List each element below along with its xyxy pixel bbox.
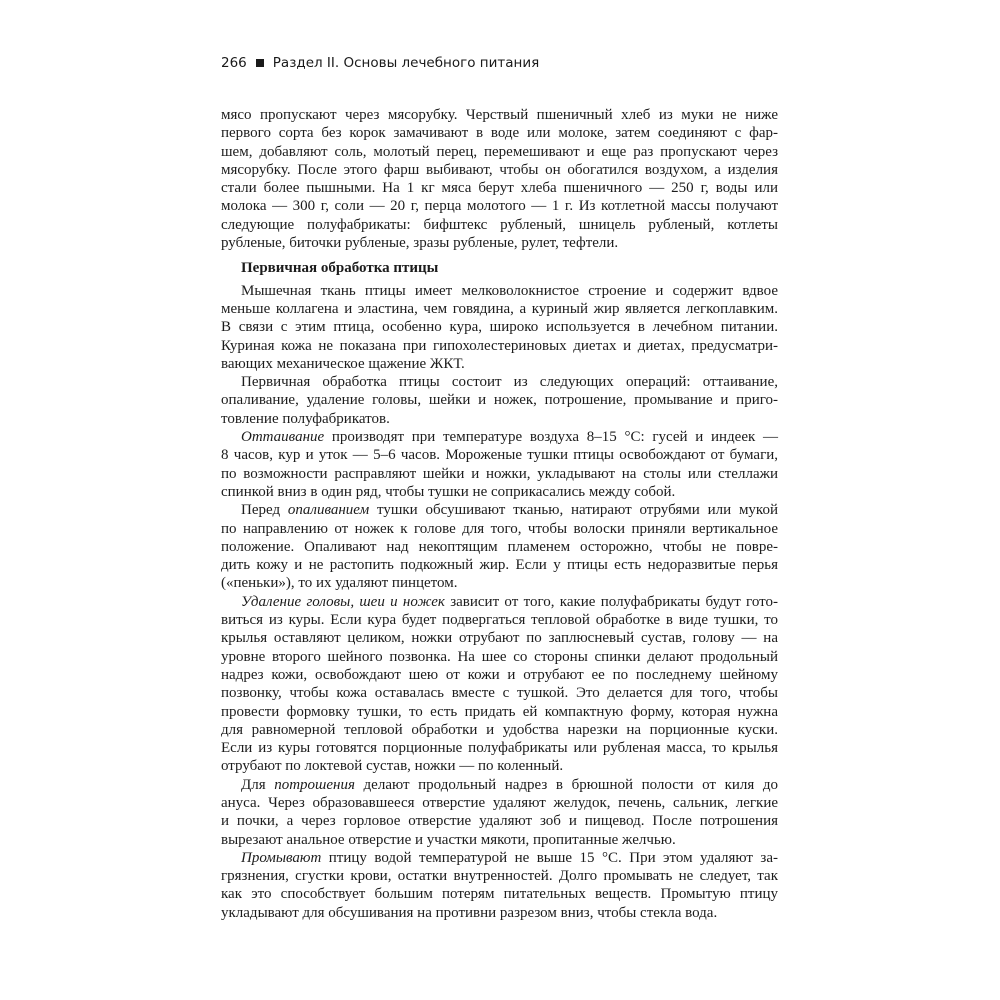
text-run: положение. Опаливают над некоптящим пламенем осторожно, чтобы не повре- [221, 538, 778, 555]
text-line [221, 501, 778, 519]
text-line [221, 179, 778, 197]
text-run: Куриная кожа не показана при гипохолестериновых диетах и диетах, предусматри- [221, 337, 778, 354]
paragraph [221, 373, 778, 428]
text-line [221, 483, 778, 501]
paragraph [221, 501, 778, 592]
text-run: товление полуфабрикатов. [221, 410, 390, 427]
text-line [221, 318, 778, 336]
text-line [221, 812, 778, 830]
text-run: меньше коллагена и эластина, чем говядина, а куриный жир является легкоплавким. [221, 300, 778, 317]
text-line [221, 216, 778, 234]
paragraph [221, 428, 778, 501]
text-run: и почки, а через горловое отверстие удаляют зоб и пищевод. После потрошения [221, 813, 778, 830]
text-line [221, 410, 778, 428]
running-header [221, 55, 539, 71]
text-run: как это способствует большим потерям питательных веществ. Промытую птицу [221, 886, 778, 903]
text-line [221, 143, 778, 161]
square-bullet-icon [256, 59, 264, 67]
text-run: позвонку, чтобы кожа оставалась вместе с тушкой. Это делается для того, чтобы [221, 685, 778, 702]
text-line [221, 538, 778, 556]
text-run: В связи с этим птица, особенно кура, широко используется в лечебном питании. [221, 319, 778, 336]
text-line [221, 849, 778, 867]
text-run: Первичная обработка птицы состоит из следующих операций: оттаивание, [241, 374, 778, 391]
italic-term: опаливанием [287, 502, 370, 519]
text-run: производят при температуре воздуха 8–15 °С: гусей и индеек — [324, 429, 778, 446]
text-line [221, 234, 778, 252]
text-line [221, 831, 778, 849]
text-run: для равномерной тепловой обработки и удобства нарезки на порционные куски. [221, 721, 778, 738]
text-line [221, 465, 778, 483]
text-run: отрубают по локтевой сустав, ножки — по коленный. [221, 758, 564, 775]
text-line [221, 520, 778, 538]
text-run: грязнения, сгустки крови, остатки внутренностей. Долго промывать не следует, так [221, 868, 778, 885]
italic-term: Удаление головы, шеи и ножек [241, 593, 445, 610]
text-line [221, 648, 778, 666]
text-line [221, 739, 778, 757]
page-number: 266 [221, 55, 247, 71]
text-run: крылья оставляют целиком, ножки отрубают по заплюсневый сустав, голову — на [221, 630, 778, 647]
text-run: дить кожу и не растопить подкожный жир. Если у птицы есть недоразвитые перья [221, 557, 778, 574]
text-line [221, 721, 778, 739]
text-run: первого сорта без корок замачивают в воде или молоке, затем соединяют с фар- [221, 125, 778, 142]
text-run: мясо пропускают через мясорубку. Черствый пшеничный хлеб из муки не ниже [221, 107, 778, 123]
text-line [221, 428, 778, 446]
text-line [221, 197, 778, 215]
text-run: стали более пышными. На 1 кг мяса берут хлеба пшеничного — 250 г, воды или [221, 180, 778, 197]
text-run: уровне второго шейного позвонка. На шее со стороны спинки делают продольный [221, 648, 778, 665]
text-run: шем, добавляют соль, молотый перец, перемешивают и еще раз пропускают через [221, 143, 778, 160]
paragraph [221, 593, 778, 776]
text-run: Если из куры готовятся порционные полуфабрикаты или рубленая масса, то крылья [221, 740, 778, 757]
italic-term: Оттаивание [241, 429, 325, 446]
text-line [221, 391, 778, 409]
text-line [221, 574, 778, 592]
text-line [221, 629, 778, 647]
text-run: 8 часов, кур и уток — 5–6 часов. Мороженые тушки птицы освобождают от бумаги, [221, 447, 778, 464]
text-line [221, 106, 778, 124]
text-run: мясорубку. После этого фарш выбивают, чтобы он обогатился воздухом, а изделия [221, 161, 778, 178]
text-run: Перед [241, 502, 288, 519]
paragraph [221, 282, 778, 373]
paragraph [221, 849, 778, 922]
text-run: следующие полуфабрикаты: бифштекс рубленый, шницель рубленый, котлеты [221, 216, 778, 233]
text-line [221, 593, 778, 611]
text-line [221, 666, 778, 684]
page-body [221, 106, 778, 922]
text-run: надрез кожи, освобождают шею от кожи и отрубают ее по последнему шейному [221, 666, 778, 683]
text-run: вающих механическое щажение ЖКТ. [221, 355, 465, 372]
text-line [221, 355, 778, 373]
text-line [221, 611, 778, 629]
italic-term: Промывают [241, 849, 322, 866]
text-run: опаливание, удаление головы, шейки и ножек, потрошение, промывание и приго- [221, 392, 778, 409]
text-run: («пеньки»), то их удаляют пинцетом. [221, 575, 458, 592]
paragraph [221, 776, 778, 849]
text-line [221, 776, 778, 794]
section-heading: Первичная обработка птицы [241, 260, 439, 277]
text-line [221, 300, 778, 318]
text-line [221, 904, 778, 922]
text-run: делают продольный надрез в брюшной полости от киля до [354, 776, 778, 793]
section-title: Раздел II. Основы лечебного питания [272, 55, 540, 71]
text-run: вырезают анальное отверстие и участки мякоти, пропитанные желчью. [221, 831, 676, 848]
text-run: виться из куры. Если кура будет подвергаться тепловой обработке в виде тушки, то [221, 612, 778, 629]
text-run: по направлению от ножек к голове для того, чтобы волоски приняли вертикальное [221, 520, 778, 537]
text-line [221, 373, 778, 391]
text-run: укладывают для обсушивания на противни разрезом вниз, чтобы стекла вода. [221, 904, 718, 921]
text-line [221, 446, 778, 464]
paragraph [221, 106, 778, 252]
text-run: рубленые, биточки рубленые, зразы рубленые, рулет, тефтели. [221, 235, 619, 252]
text-run: молока — 300 г, соли — 20 г, перца молотого — 1 г. Из котлетной массы получают [221, 198, 778, 215]
text-line [221, 556, 778, 574]
text-line [221, 867, 778, 885]
text-run: птицу водой температурой не выше 15 °С. При этом удаляют за- [321, 849, 778, 866]
text-line [221, 337, 778, 355]
text-line [221, 794, 778, 812]
text-run: тушки обсушивают тканью, натирают отрубями или мукой [369, 502, 778, 519]
text-run: ануса. Через образовавшееся отверстие удаляют желудок, печень, сальник, легкие [221, 794, 778, 811]
italic-term: потрошения [274, 776, 355, 793]
text-run: Для [241, 776, 275, 793]
text-line [221, 161, 778, 179]
text-line [221, 885, 778, 903]
text-line [221, 703, 778, 721]
text-run: спинкой вниз в один ряд, чтобы тушки не соприкасались между собой. [221, 483, 676, 500]
text-run: зависит от того, какие полуфабрикаты будут гото- [444, 593, 778, 610]
text-run: провести формовку тушки, то есть придать ей компактную форму, которая нужна [221, 703, 778, 720]
text-run: по возможности расправляют шейки и ножки, укладывают на столы или стеллажи [221, 465, 778, 482]
text-line [221, 757, 778, 775]
text-line [221, 282, 778, 300]
text-line [221, 684, 778, 702]
text-run: Мышечная ткань птицы имеет мелковолокнистое строение и содержит вдвое [241, 282, 778, 299]
text-line [221, 124, 778, 142]
